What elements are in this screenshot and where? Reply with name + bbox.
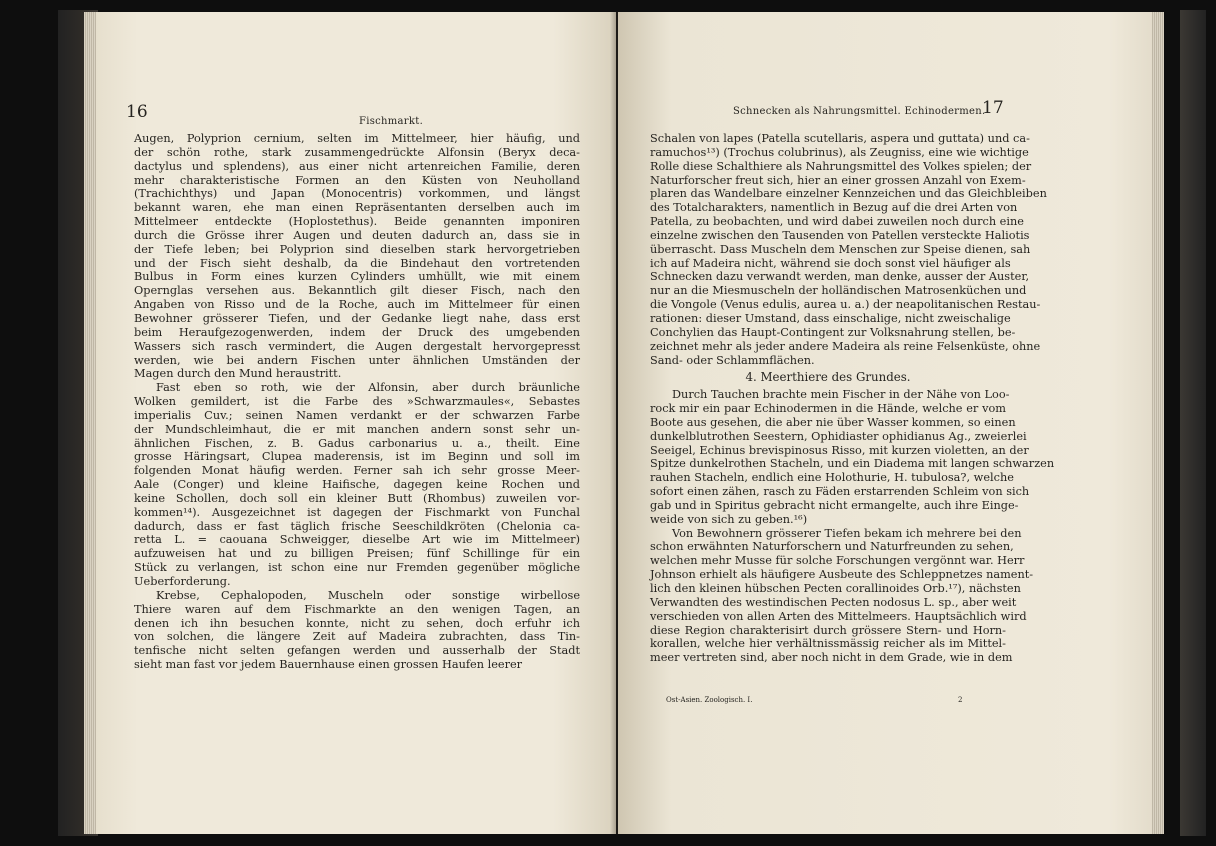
- text-line: überrascht. Dass Muscheln dem Menschen zur Speise dienen, sah: [650, 242, 1031, 256]
- text-line: schon erwähnten Naturforschern und Naturfreunden zu sehen,: [650, 540, 1014, 554]
- text-line: Aale (Conger) und kleine Haifische, dagegen keine Rochen und: [134, 478, 580, 492]
- text-line: Conchylien das Haupt-Contingent zur Volksnahrung stellen, be-: [650, 325, 1016, 339]
- text-line: Augen, Polyprion cernium, selten im Mittelmeer, hier häufig, und: [134, 132, 580, 145]
- running-head: Fischmarkt.: [358, 116, 424, 127]
- text-line: (Trachichthys) und Japan (Monocentris) vorkommen, und längst: [134, 187, 580, 201]
- signature-number: 2: [958, 696, 963, 704]
- page-number: 16: [126, 102, 148, 122]
- text-line: von solchen, die längere Zeit auf Madeira zubrachten, dass Tin-: [134, 630, 580, 644]
- text-line: durch die Grösse ihrer Augen und deuten dadurch an, dass sie in: [134, 228, 580, 242]
- text-line: Mittelmeer entdeckte (Hoplostethus). Beide genannten imponiren: [134, 215, 580, 229]
- text-line: lich den kleinen hübschen Pecten corallinoides Orb.¹⁷), nächsten: [650, 582, 1021, 595]
- left-page-body: [134, 132, 580, 672]
- text-line: ramuchos¹³) (Trochus colubrinus), als Zeugniss, eine wie wichtige: [650, 145, 1029, 159]
- text-line: Angaben von Risso und de la Roche, auch im Mittelmeer für einen: [134, 298, 580, 312]
- text-line: zeichnet mehr als jeder andere Madeira als reine Felsenküste, ohne: [650, 339, 1041, 353]
- text-line: die Vongole (Venus edulis, aurea u. a.) der neapolitanischen Restau-: [650, 298, 1041, 312]
- text-line: Rolle diese Schalthiere als Nahrungsmittel des Volkes spielen; der: [650, 159, 1032, 173]
- text-line: Bulbus in Form eines kurzen Cylinders umhüllt, wie mit einem: [134, 270, 580, 284]
- text-line: ähnlichen Fischen, z. B. Gadus carbonarius u. a., theilt. Eine: [134, 436, 580, 450]
- signature-note: Ost-Asien. Zoologisch. I.: [666, 696, 753, 704]
- text-line: dadurch, dass er fast täglich frische Seeschildkröten (Chelonia ca-: [134, 519, 580, 533]
- text-line: retta L. = caouana Schweigger, dieselbe Art wie im Mittelmeer): [134, 533, 580, 547]
- text-line: Patella, zu beobachten, und wird dabei zuweilen noch durch eine: [650, 215, 1024, 229]
- section-heading: 4. Meerthiere des Grundes.: [745, 370, 911, 385]
- left-page: [96, 12, 616, 834]
- text-line: der Mundschleimhaut, die er mit manchen andern sonst sehr un-: [134, 422, 580, 436]
- text-line: weide von sich zu geben.¹⁶): [650, 512, 808, 526]
- text-line: Von Bewohnern grösserer Tiefen bekam ich mehrere bei den: [672, 526, 1022, 540]
- right-page-body: [650, 132, 1055, 665]
- text-line: Fast eben so roth, wie der Alfonsin, aber durch bräunliche: [156, 381, 580, 395]
- text-line: rationen: dieser Umstand, dass einschalige, nicht zweischalige: [650, 311, 1011, 325]
- text-line: des Totalcharakters, namentlich in Bezug auf die drei Arten von: [650, 201, 1018, 215]
- text-line: rauhen Stacheln, endlich eine Holothurie, H. tubulosa?, welche: [650, 471, 1014, 485]
- text-line: keine Schollen, doch soll ein kleiner Butt (Rhombus) zuweilen vor-: [134, 491, 580, 505]
- text-line: meer vertreten sind, aber noch nicht in dem Grade, wie in dem: [650, 651, 1013, 665]
- text-line: sofort einen zähen, rasch zu Fäden erstarrenden Schleim von sich: [650, 485, 1030, 499]
- text-line: Schalen von lapes (Patella scutellaris, aspera und guttata) und ca-: [650, 132, 1030, 145]
- text-line: der schön rothe, stark zusammengedrückte Alfonsin (Beryx deca-: [134, 145, 580, 159]
- text-line: Opernglas versehen aus. Bekanntlich gilt dieser Fisch, nach den: [134, 284, 580, 298]
- text-line: dactylus und splendens), aus einer nicht artenreichen Familie, deren: [134, 159, 580, 173]
- text-line: und der Fisch sieht deshalb, da die Bindehaut den vortretenden: [134, 256, 580, 270]
- page-edges-right: [1150, 12, 1164, 834]
- text-line: diese Region charakterisirt durch grössere Stern- und Horn-: [650, 623, 1006, 637]
- book-cover-right: [1180, 10, 1206, 836]
- text-line: Boote aus gesehen, die aber nie über Wasser kommen, so einen: [650, 415, 1016, 429]
- text-line: gab und in Spiritus gebracht nicht ermangelte, auch ihre Einge-: [650, 498, 1019, 512]
- right-page: [618, 12, 1152, 834]
- text-line: denen ich ihn besuchen konnte, nicht zu sehen, doch erfuhr ich: [134, 616, 580, 630]
- text-line: beim Heraufgezogenwerden, indem der Druck des umgebenden: [134, 325, 580, 339]
- text-line: Schnecken dazu verwandt werden, man denke, ausser der Auster,: [650, 270, 1030, 284]
- text-line: imperialis Cuv.; seinen Namen verdankt er der schwarzen Farbe: [134, 408, 580, 422]
- text-line: sieht man fast vor jedem Bauernhause einen grossen Haufen leerer: [134, 658, 523, 672]
- text-line: Sand- oder Schlammflächen.: [650, 353, 815, 367]
- text-line: Thiere waren auf dem Fischmarkte an den wenigen Tagen, an: [134, 602, 580, 616]
- text-line: Wassers sich rasch vermindert, die Augen dergestalt hervorgepresst: [134, 339, 580, 353]
- text-line: werden, wie bei andern Fischen unter ähnlichen Umständen der: [134, 353, 580, 367]
- text-line: Verwandten des westindischen Pecten nodosus L. sp., aber weit: [650, 595, 1017, 609]
- text-line: Bewohner grösserer Tiefen, und der Gedanke liegt nahe, dass erst: [134, 311, 580, 325]
- text-line: tenfische nicht selten gefangen werden und ausserhalb der Stadt: [134, 644, 580, 658]
- text-line: bekannt waren, ehe man einen Repräsentanten derselben auch im: [134, 201, 580, 215]
- text-line: ich auf Madeira nicht, während sie doch sonst viel häufiger als: [650, 256, 1011, 270]
- text-line: plaren das Wandelbare einzelner Kennzeichen und das Gleichbleiben: [650, 187, 1047, 201]
- text-line: welchen mehr Musse für solche Forschungen vergönnt war. Herr: [650, 554, 1025, 568]
- text-line: Seeigel, Echinus brevispinosus Risso, mit kurzen violetten, an der: [650, 443, 1029, 457]
- running-head: Schnecken als Nahrungsmittel. Echinodermen.: [733, 106, 986, 117]
- text-line: einzelne zwischen den Tausenden von Patellen versteckte Haliotis: [650, 228, 1030, 242]
- text-line: folgenden Monat häufig werden. Ferner sah ich sehr grosse Meer-: [134, 464, 580, 478]
- text-line: Naturforscher freut sich, hier an einer grossen Anzahl von Exem-: [650, 173, 1026, 187]
- text-line: kommen¹⁴). Ausgezeichnet ist dagegen der Fischmarkt von Funchal: [134, 505, 580, 519]
- text-line: mehr charakteristische Formen an den Küsten von Neuholland: [134, 173, 580, 187]
- text-line: Krebse, Cephalopoden, Muscheln oder sonstige wirbellose: [156, 588, 580, 602]
- text-line: korallen, welche hier verhältnissmässig reicher als im Mittel-: [650, 637, 1006, 651]
- text-line: Durch Tauchen brachte mein Fischer in der Nähe von Loo-: [672, 388, 1010, 402]
- text-line: verschieden von allen Arten des Mittelmeers. Hauptsächlich wird: [650, 609, 1027, 623]
- text-line: Stück zu verlangen, ist schon eine nur Fremden gegenüber mögliche: [134, 561, 580, 575]
- text-line: rock mir ein paar Echinodermen in die Hände, welche er vom: [650, 402, 1006, 416]
- text-line: der Tiefe leben; bei Polyprion sind dieselben stark hervorgetrieben: [134, 242, 580, 256]
- text-line: nur an die Miesmuscheln der holländischen Matrosenküchen und: [650, 284, 1027, 298]
- text-line: Ueberforderung.: [134, 575, 231, 588]
- text-line: aufzuweisen hat und zu billigen Preisen; fünf Schillinge für ein: [134, 547, 580, 561]
- text-line: Wolken gemildert, ist die Farbe des »Schwarzmaules«, Sebastes: [134, 395, 580, 409]
- text-line: dunkelblutrothen Seestern, Ophidiaster ophidianus Ag., zweierlei: [650, 429, 1027, 443]
- text-line: Magen durch den Mund heraustritt.: [134, 367, 342, 381]
- page-number: 17: [982, 98, 1004, 118]
- text-line: grosse Häringsart, Clupea maderensis, ist im Beginn und soll im: [134, 450, 580, 464]
- text-line: Johnson erhielt als häufigere Ausbeute des Schleppnetzes nament-: [650, 568, 1034, 582]
- text-line: Spitze dunkelrothen Stacheln, und ein Diadema mit langen schwarzen: [650, 457, 1055, 471]
